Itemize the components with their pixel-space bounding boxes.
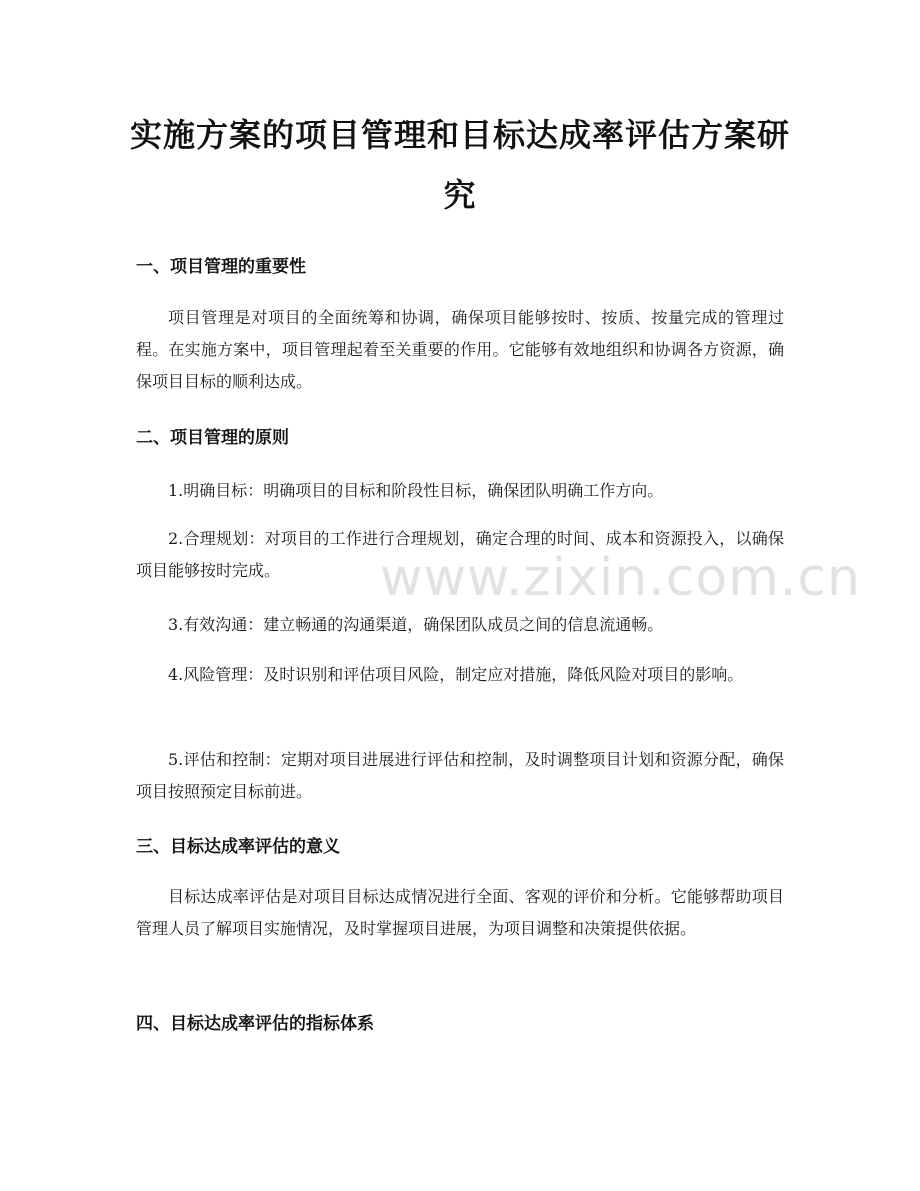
principle-item-2: 2.合理规划：对项目的工作进行合理规划，确定合理的时间、成本和资源投入，以确保项目能够按时完成。 xyxy=(136,529,784,580)
section-heading-3: 三、目标达成率评估的意义 xyxy=(136,837,340,857)
principle-item-3: 3.有效沟通：建立畅通的沟通渠道，确保团队成员之间的信息流通畅。 xyxy=(168,615,664,634)
section-heading-4: 四、目标达成率评估的指标体系 xyxy=(136,1014,374,1034)
watermark: www.zixin.com.cn xyxy=(380,548,861,608)
section-1-paragraph: 项目管理是对项目的全面统筹和协调，确保项目能够按时、按质、按量完成的管理过程。在实施方案中，项目管理起着至关重要的作用。它能够有效地组织和协调各方资源，确保项目目标的顺利达成。 xyxy=(136,308,784,391)
principle-item-4: 4.风险管理：及时识别和评估项目风险，制定应对措施，降低风险对项目的影响。 xyxy=(168,665,744,684)
section-3-paragraph: 目标达成率评估是对项目目标达成情况进行全面、客观的评价和分析。它能够帮助项目管理人员了解项目实施情况，及时掌握项目进展，为项目调整和决策提供依据。 xyxy=(136,887,784,938)
section-heading-1: 一、项目管理的重要性 xyxy=(136,257,306,277)
document-title: 实施方案的项目管理和目标达成率评估方案研究 xyxy=(130,116,791,214)
principle-item-1: 1.明确目标：明确项目的目标和阶段性目标，确保团队明确工作方向。 xyxy=(168,481,664,500)
principle-item-5: 5.评估和控制：定期对项目进展进行评估和控制，及时调整项目计划和资源分配，确保项目按照预定目标前进。 xyxy=(136,750,784,801)
section-heading-2: 二、项目管理的原则 xyxy=(136,428,289,448)
